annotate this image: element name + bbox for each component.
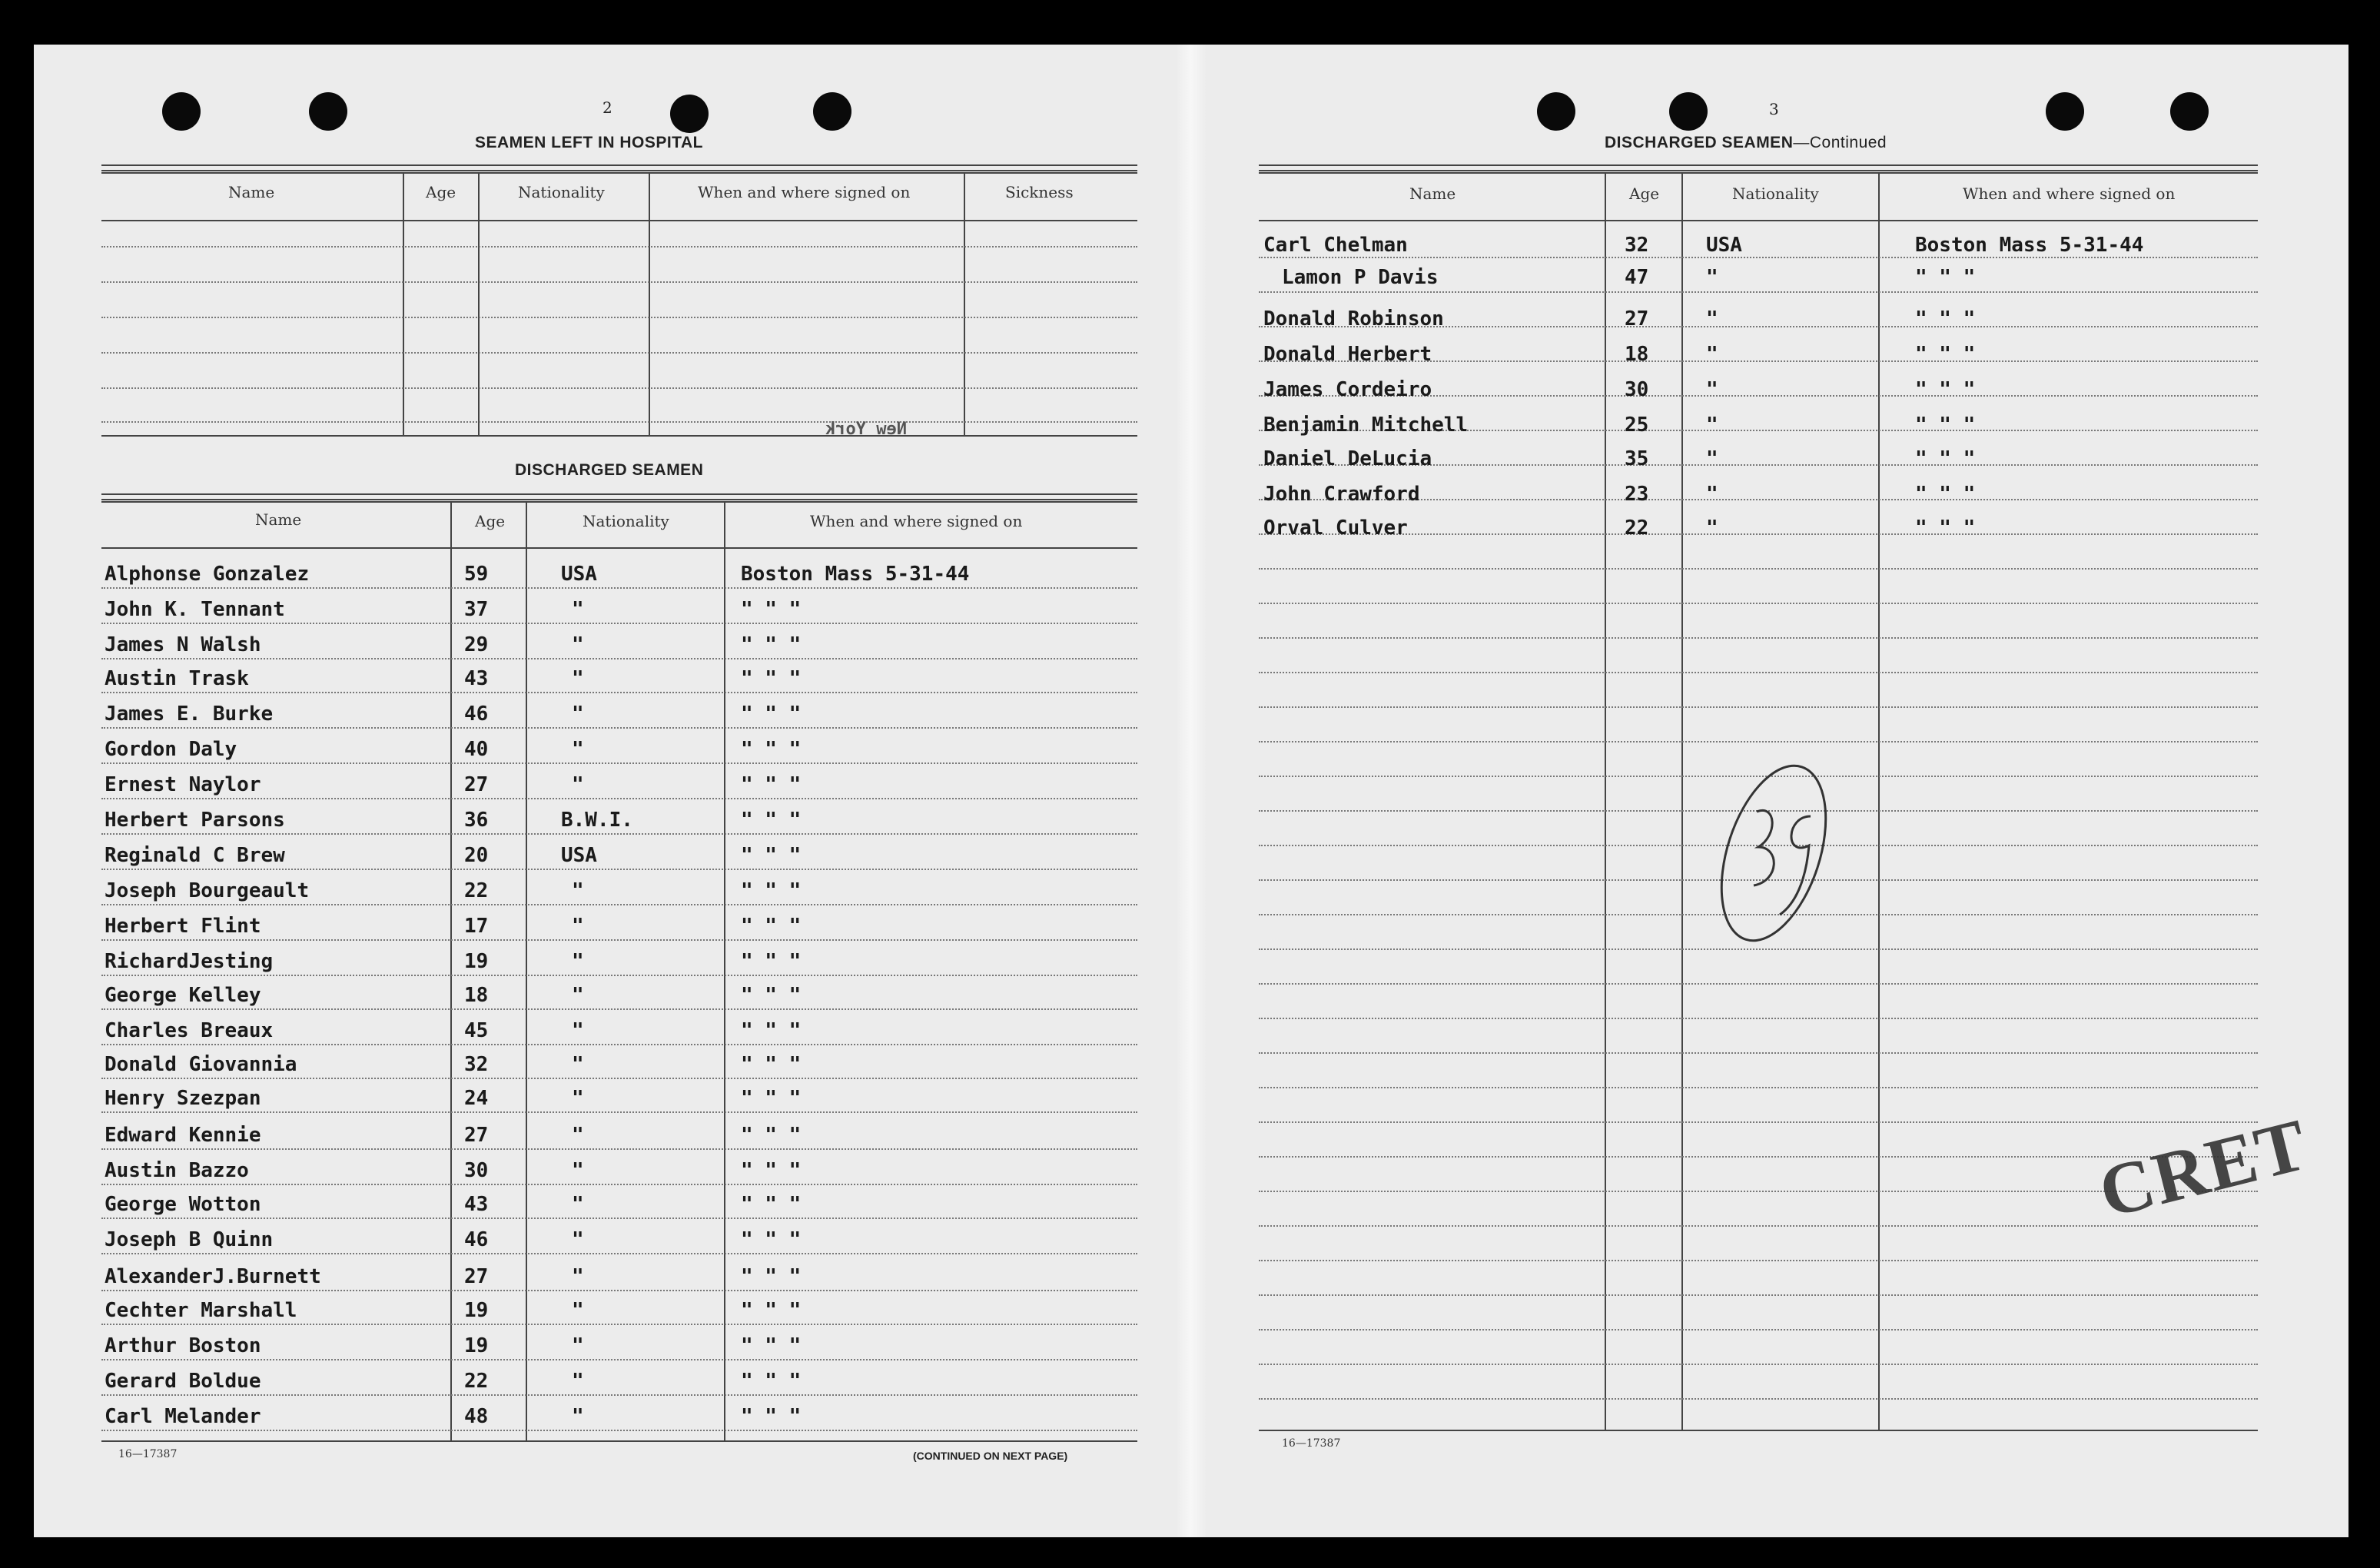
seaman-name: Herbert Flint (105, 915, 261, 938)
row-guide (1259, 1121, 2258, 1123)
seaman-nationality: " (572, 950, 584, 973)
seaman-signed-on: " " " (741, 1405, 802, 1428)
table-rule (101, 172, 1137, 174)
col-header-age: Age (475, 512, 506, 530)
seaman-age: 36 (464, 809, 489, 832)
col-header-signed: When and where signed on (698, 183, 911, 201)
row-guide (1259, 983, 2258, 985)
seaman-nationality: " (572, 1193, 584, 1216)
row-guide (101, 939, 1137, 941)
table-top-rule (1259, 164, 2258, 171)
seaman-signed-on: Boston Mass 5-31-44 (741, 563, 970, 586)
row-guide (101, 246, 1137, 247)
col-header-name: Name (255, 510, 302, 529)
row-guide (101, 1218, 1137, 1219)
seaman-age: 20 (464, 844, 489, 867)
seaman-nationality: " (572, 773, 584, 796)
seaman-name: Lamon P Davis (1282, 266, 1439, 289)
seaman-nationality: USA (561, 563, 597, 586)
col-header-nationality: Nationality (583, 512, 669, 530)
seaman-name: John Crawford (1263, 483, 1420, 506)
seaman-nationality: " (1706, 517, 1718, 540)
seaman-name: John K. Tennant (105, 598, 285, 621)
seaman-age: 47 (1625, 266, 1649, 289)
row-guide (101, 1359, 1137, 1360)
row-guide (101, 798, 1137, 799)
seaman-age: 22 (464, 1370, 489, 1393)
seaman-name: George Wotton (105, 1193, 261, 1216)
row-guide (101, 623, 1137, 624)
col-header-sickness: Sickness (1005, 183, 1074, 201)
table-rule (1259, 1430, 2258, 1431)
row-guide (101, 352, 1137, 354)
seaman-signed-on: " " " (741, 844, 802, 867)
seaman-signed-on: Boston Mass 5-31-44 (1915, 234, 2144, 257)
seaman-age: 24 (464, 1087, 489, 1110)
seaman-signed-on: " " " (741, 773, 802, 796)
continued-title-main: DISCHARGED SEAMEN (1605, 134, 1794, 151)
seaman-signed-on: " " " (1915, 378, 1976, 401)
seaman-name: AlexanderJ.Burnett (105, 1265, 321, 1288)
row-guide (101, 692, 1137, 693)
row-guide (101, 1394, 1137, 1396)
seaman-signed-on: " " " (1915, 307, 1976, 331)
row-guide (101, 1324, 1137, 1325)
row-guide (101, 281, 1137, 283)
table-rule (1259, 220, 2258, 221)
hospital-table-title: SEAMEN LEFT IN HOSPITAL (475, 134, 703, 151)
continued-table-title (1605, 134, 1887, 152)
row-guide (101, 658, 1137, 659)
row-guide (1259, 741, 2258, 742)
col-header-signed: When and where signed on (810, 512, 1023, 530)
seaman-nationality: " (572, 1228, 584, 1251)
row-guide (1259, 1329, 2258, 1330)
seaman-signed-on: " " " (741, 984, 802, 1007)
column-divider (724, 501, 725, 1440)
row-guide (1259, 568, 2258, 570)
row-guide (101, 421, 1137, 423)
seaman-signed-on: " " " (741, 1265, 802, 1288)
handwritten-initial-mark (1703, 750, 1841, 958)
column-divider (478, 172, 480, 435)
row-guide (101, 727, 1137, 729)
seaman-signed-on: " " " (741, 1370, 802, 1393)
row-guide (101, 1148, 1137, 1150)
seaman-age: 22 (464, 879, 489, 902)
seaman-nationality: " (1706, 378, 1718, 401)
seaman-name: Benjamin Mitchell (1263, 414, 1469, 437)
seaman-age: 40 (464, 738, 489, 761)
seaman-signed-on: " " " (741, 598, 802, 621)
row-guide (101, 1290, 1137, 1291)
seaman-signed-on: " " " (741, 1159, 802, 1182)
seaman-signed-on: " " " (1915, 343, 1976, 366)
row-guide (1259, 603, 2258, 604)
row-guide (101, 833, 1137, 835)
seaman-nationality: " (1706, 266, 1718, 289)
seaman-name: Carl Chelman (1263, 234, 1408, 257)
seaman-name: Joseph Bourgeault (105, 879, 310, 902)
row-guide (1259, 637, 2258, 639)
seaman-name: Austin Trask (105, 667, 249, 690)
seaman-nationality: " (572, 738, 584, 761)
row-guide (1259, 706, 2258, 708)
row-guide (1259, 1018, 2258, 1019)
seaman-name: Herbert Parsons (105, 809, 285, 832)
row-guide (1259, 1398, 2258, 1400)
seaman-age: 27 (464, 1124, 489, 1147)
seaman-signed-on: " " " (1915, 447, 1976, 470)
seaman-name: Donald Giovannia (105, 1053, 297, 1076)
seaman-age: 19 (464, 1299, 489, 1322)
table-rule (1259, 172, 2258, 174)
row-guide (1259, 533, 2258, 535)
col-header-nationality: Nationality (518, 183, 605, 201)
row-guide (1259, 1052, 2258, 1054)
seaman-signed-on: " " " (1915, 266, 1976, 289)
seaman-nationality: " (572, 1087, 584, 1110)
seaman-name: Henry Szezpan (105, 1087, 261, 1110)
seaman-signed-on: " " " (741, 915, 802, 938)
table-top-rule (101, 493, 1137, 500)
continued-title-suffix: —Continued (1793, 134, 1887, 151)
seaman-name: RichardJesting (105, 950, 274, 973)
seaman-nationality: " (572, 1299, 584, 1322)
seaman-nationality: " (572, 1334, 584, 1357)
column-divider (450, 501, 452, 1440)
seaman-name: Orval Culver (1263, 517, 1408, 540)
seaman-name: Reginald C Brew (105, 844, 285, 867)
row-guide (1259, 1225, 2258, 1227)
punch-hole (162, 92, 201, 131)
row-guide (101, 1430, 1137, 1431)
seaman-nationality: " (572, 1370, 584, 1393)
seaman-age: 18 (464, 984, 489, 1007)
seaman-name: Joseph B Quinn (105, 1228, 274, 1251)
row-guide (1259, 1364, 2258, 1365)
seaman-nationality: " (1706, 483, 1718, 506)
row-guide (1259, 1087, 2258, 1088)
seaman-name: Carl Melander (105, 1405, 261, 1428)
col-header-nationality: Nationality (1732, 184, 1819, 203)
seaman-nationality: " (572, 915, 584, 938)
row-guide (101, 1253, 1137, 1254)
punch-hole (813, 92, 851, 131)
seaman-age: 32 (1625, 234, 1649, 257)
seaman-name: James E. Burke (105, 703, 274, 726)
seaman-nationality: " (572, 1159, 584, 1182)
seaman-age: 27 (464, 1265, 489, 1288)
seaman-age: 30 (464, 1159, 489, 1182)
seaman-signed-on: " " " (741, 1334, 802, 1357)
seaman-name: Gordon Daly (105, 738, 237, 761)
seaman-name: Donald Herbert (1263, 343, 1432, 366)
seaman-signed-on: " " " (741, 879, 802, 902)
seaman-nationality: " (1706, 343, 1718, 366)
punch-hole (2046, 92, 2084, 131)
seaman-signed-on: " " " (741, 703, 802, 726)
seaman-nationality: USA (561, 844, 597, 867)
seaman-name: Alphonse Gonzalez (105, 563, 310, 586)
col-header-name: Name (228, 183, 275, 201)
seaman-nationality: " (1706, 414, 1718, 437)
column-divider (649, 172, 650, 435)
form-number-left: 16—17387 (118, 1448, 178, 1460)
seaman-age: 18 (1625, 343, 1649, 366)
row-guide (101, 1184, 1137, 1185)
seaman-age: 25 (1625, 414, 1649, 437)
row-guide (101, 1008, 1137, 1010)
row-guide (1259, 1294, 2258, 1296)
seaman-age: 19 (464, 950, 489, 973)
seaman-signed-on: " " " (741, 738, 802, 761)
seaman-signed-on: " " " (1915, 483, 1976, 506)
row-guide (1259, 672, 2258, 673)
seaman-nationality: " (572, 984, 584, 1007)
seaman-signed-on: " " " (741, 633, 802, 656)
discharged-table-title: DISCHARGED SEAMEN (515, 461, 704, 479)
table-rule (101, 1440, 1137, 1442)
seaman-name: Arthur Boston (105, 1334, 261, 1357)
seaman-age: 32 (464, 1053, 489, 1076)
row-guide (101, 317, 1137, 318)
punch-hole (309, 92, 347, 131)
seaman-signed-on: " " " (741, 1087, 802, 1110)
continued-note: (CONTINUED ON NEXT PAGE) (913, 1450, 1068, 1462)
seaman-signed-on: " " " (741, 809, 802, 832)
seaman-nationality: " (572, 1405, 584, 1428)
col-header-age: Age (1629, 184, 1660, 203)
page-fold (1176, 45, 1207, 1537)
seaman-age: 46 (464, 703, 489, 726)
seaman-age: 43 (464, 1193, 489, 1216)
table-rule (101, 547, 1137, 549)
row-guide (1259, 1260, 2258, 1261)
column-divider (526, 501, 527, 1440)
seaman-nationality: B.W.I. (561, 809, 633, 832)
seaman-age: 45 (464, 1019, 489, 1042)
row-guide (101, 1078, 1137, 1079)
seaman-age: 46 (464, 1228, 489, 1251)
seaman-name: Cechter Marshall (105, 1299, 297, 1322)
seaman-age: 43 (464, 667, 489, 690)
column-divider (964, 172, 965, 435)
seaman-nationality: " (1706, 447, 1718, 470)
seaman-nationality: " (572, 1053, 584, 1076)
seaman-nationality: " (572, 703, 584, 726)
seaman-name: Ernest Naylor (105, 773, 261, 796)
table-rule (101, 220, 1137, 221)
seaman-age: 37 (464, 598, 489, 621)
seaman-age: 29 (464, 633, 489, 656)
seaman-name: Edward Kennie (105, 1124, 261, 1147)
seaman-nationality: " (572, 879, 584, 902)
punch-hole (1537, 92, 1575, 131)
seaman-signed-on: " " " (741, 1053, 802, 1076)
seaman-signed-on: " " " (741, 667, 802, 690)
seaman-nationality: " (572, 1265, 584, 1288)
seaman-age: 27 (464, 773, 489, 796)
seaman-nationality: " (572, 1019, 584, 1042)
punch-hole (2170, 92, 2209, 131)
seaman-age: 48 (464, 1405, 489, 1428)
seaman-nationality: " (572, 633, 584, 656)
row-guide (101, 904, 1137, 905)
seaman-age: 19 (464, 1334, 489, 1357)
seaman-age: 35 (1625, 447, 1649, 470)
seaman-age: 22 (1625, 517, 1649, 540)
seaman-signed-on: " " " (741, 1228, 802, 1251)
secret-stamp: CRET (2091, 1102, 2316, 1234)
seaman-age: 17 (464, 915, 489, 938)
table-rule (101, 435, 1137, 437)
seaman-nationality: " (572, 667, 584, 690)
seaman-nationality: " (572, 598, 584, 621)
seaman-age: 30 (1625, 378, 1649, 401)
column-divider (403, 172, 404, 435)
seaman-name: Daniel DeLucia (1263, 447, 1432, 470)
seaman-age: 27 (1625, 307, 1649, 331)
row-guide (101, 975, 1137, 976)
seaman-name: George Kelley (105, 984, 261, 1007)
seaman-signed-on: " " " (741, 1124, 802, 1147)
row-guide (101, 869, 1137, 870)
punch-hole (1669, 92, 1708, 131)
page-number-left: 2 (602, 98, 612, 117)
seaman-name: Charles Breaux (105, 1019, 274, 1042)
seaman-name: James Cordeiro (1263, 378, 1432, 401)
seaman-nationality: " (572, 1124, 584, 1147)
table-rule (101, 501, 1137, 503)
seaman-signed-on: " " " (741, 950, 802, 973)
row-guide (101, 1111, 1137, 1113)
seaman-age: 23 (1625, 483, 1649, 506)
row-guide (1259, 291, 2258, 293)
seaman-name: Donald Robinson (1263, 307, 1444, 331)
seaman-signed-on: " " " (1915, 414, 1976, 437)
page-number-right: 3 (1769, 100, 1779, 118)
col-header-name: Name (1409, 184, 1456, 203)
seaman-signed-on: " " " (741, 1299, 802, 1322)
seaman-signed-on: " " " (741, 1193, 802, 1216)
form-number-right: 16—17387 (1282, 1437, 1341, 1450)
seaman-age: 59 (464, 563, 489, 586)
mirrored-stray-text: New York (825, 420, 907, 439)
seaman-nationality: " (1706, 307, 1718, 331)
row-guide (101, 387, 1137, 389)
seaman-signed-on: " " " (1915, 517, 1976, 540)
seaman-name: Austin Bazzo (105, 1159, 249, 1182)
seaman-name: Gerard Boldue (105, 1370, 261, 1393)
row-guide (101, 762, 1137, 764)
seaman-name: James N Walsh (105, 633, 261, 656)
seaman-signed-on: " " " (741, 1019, 802, 1042)
col-header-age: Age (426, 183, 456, 201)
table-top-rule (101, 164, 1137, 171)
row-guide (101, 1044, 1137, 1045)
punch-hole (670, 95, 709, 133)
document-sheet (34, 45, 2348, 1537)
row-guide (101, 587, 1137, 589)
row-guide (1259, 257, 2258, 258)
seaman-nationality: USA (1706, 234, 1742, 257)
col-header-signed: When and where signed on (1963, 184, 2176, 203)
